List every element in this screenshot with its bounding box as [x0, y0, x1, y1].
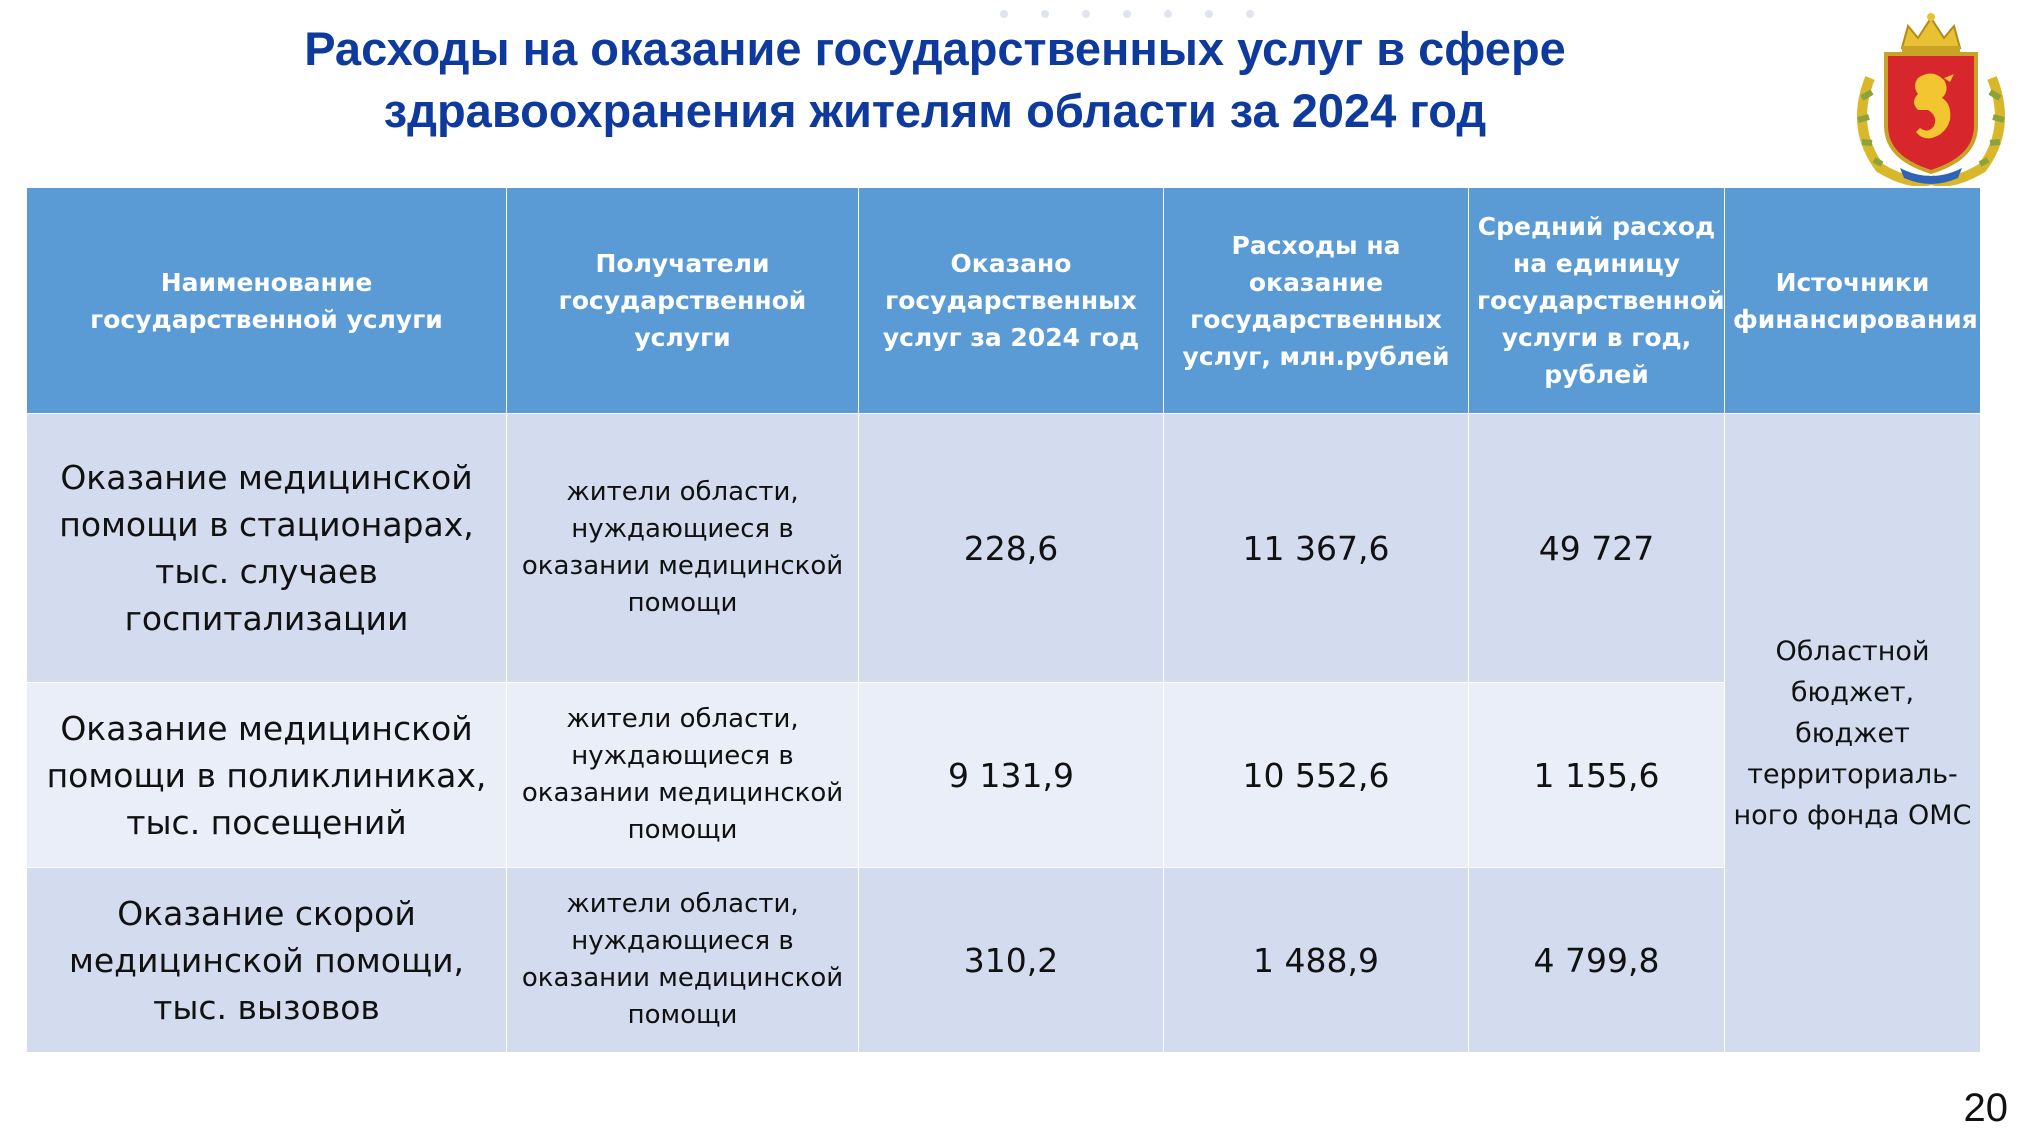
average-value: 4 799,8: [1469, 868, 1725, 1053]
table-row: [27, 683, 1981, 868]
decorative-dots: [1000, 10, 1254, 18]
service-name: Оказание скорой медицинской помощи, тыс. вызовов: [27, 868, 507, 1053]
service-name: Оказание медицинской помощи в стационарах, тыс. случаев госпитализации: [27, 414, 507, 683]
table-row: [27, 414, 1981, 683]
recipients: жители области, нуждающиеся в оказании медицинской помощи: [507, 414, 859, 683]
header-recipients: Получатели государственной услуги: [507, 188, 859, 414]
page-number: 20: [1963, 1086, 2008, 1130]
services-table: [26, 187, 1981, 1053]
service-name: Оказание медицинской помощи в поликлиниках, тыс. посещений: [27, 683, 507, 868]
header-service-name: Наименование государственной услуги: [27, 188, 507, 414]
recipients: жители области, нуждающиеся в оказании медицинской помощи: [507, 683, 859, 868]
funding-source: Областной бюджет, бюджет территориаль-ного фонда ОМС: [1725, 414, 1981, 1053]
recipients: жители области, нуждающиеся в оказании медицинской помощи: [507, 868, 859, 1053]
coat-of-arms-icon: [1840, 8, 2022, 186]
header-expenses: Расходы на оказание государственных услуг, млн.рублей: [1164, 188, 1469, 414]
table-row: [27, 868, 1981, 1053]
expenses-value: 10 552,6: [1164, 683, 1469, 868]
header-average: Средний расход на единицу государственной услуги в год, рублей: [1469, 188, 1725, 414]
header-funding: Источники финансирования: [1725, 188, 1981, 414]
provided-value: 228,6: [859, 414, 1164, 683]
header-provided: Оказано государственных услуг за 2024 год: [859, 188, 1164, 414]
expenses-value: 11 367,6: [1164, 414, 1469, 683]
table-header-row: [27, 188, 1981, 414]
expenses-value: 1 488,9: [1164, 868, 1469, 1053]
provided-value: 9 131,9: [859, 683, 1164, 868]
page-title: Расходы на оказание государственных услуг в сфере здравоохранения жителям области за 2024 год: [304, 22, 1566, 137]
provided-value: 310,2: [859, 868, 1164, 1053]
average-value: 1 155,6: [1469, 683, 1725, 868]
average-value: 49 727: [1469, 414, 1725, 683]
